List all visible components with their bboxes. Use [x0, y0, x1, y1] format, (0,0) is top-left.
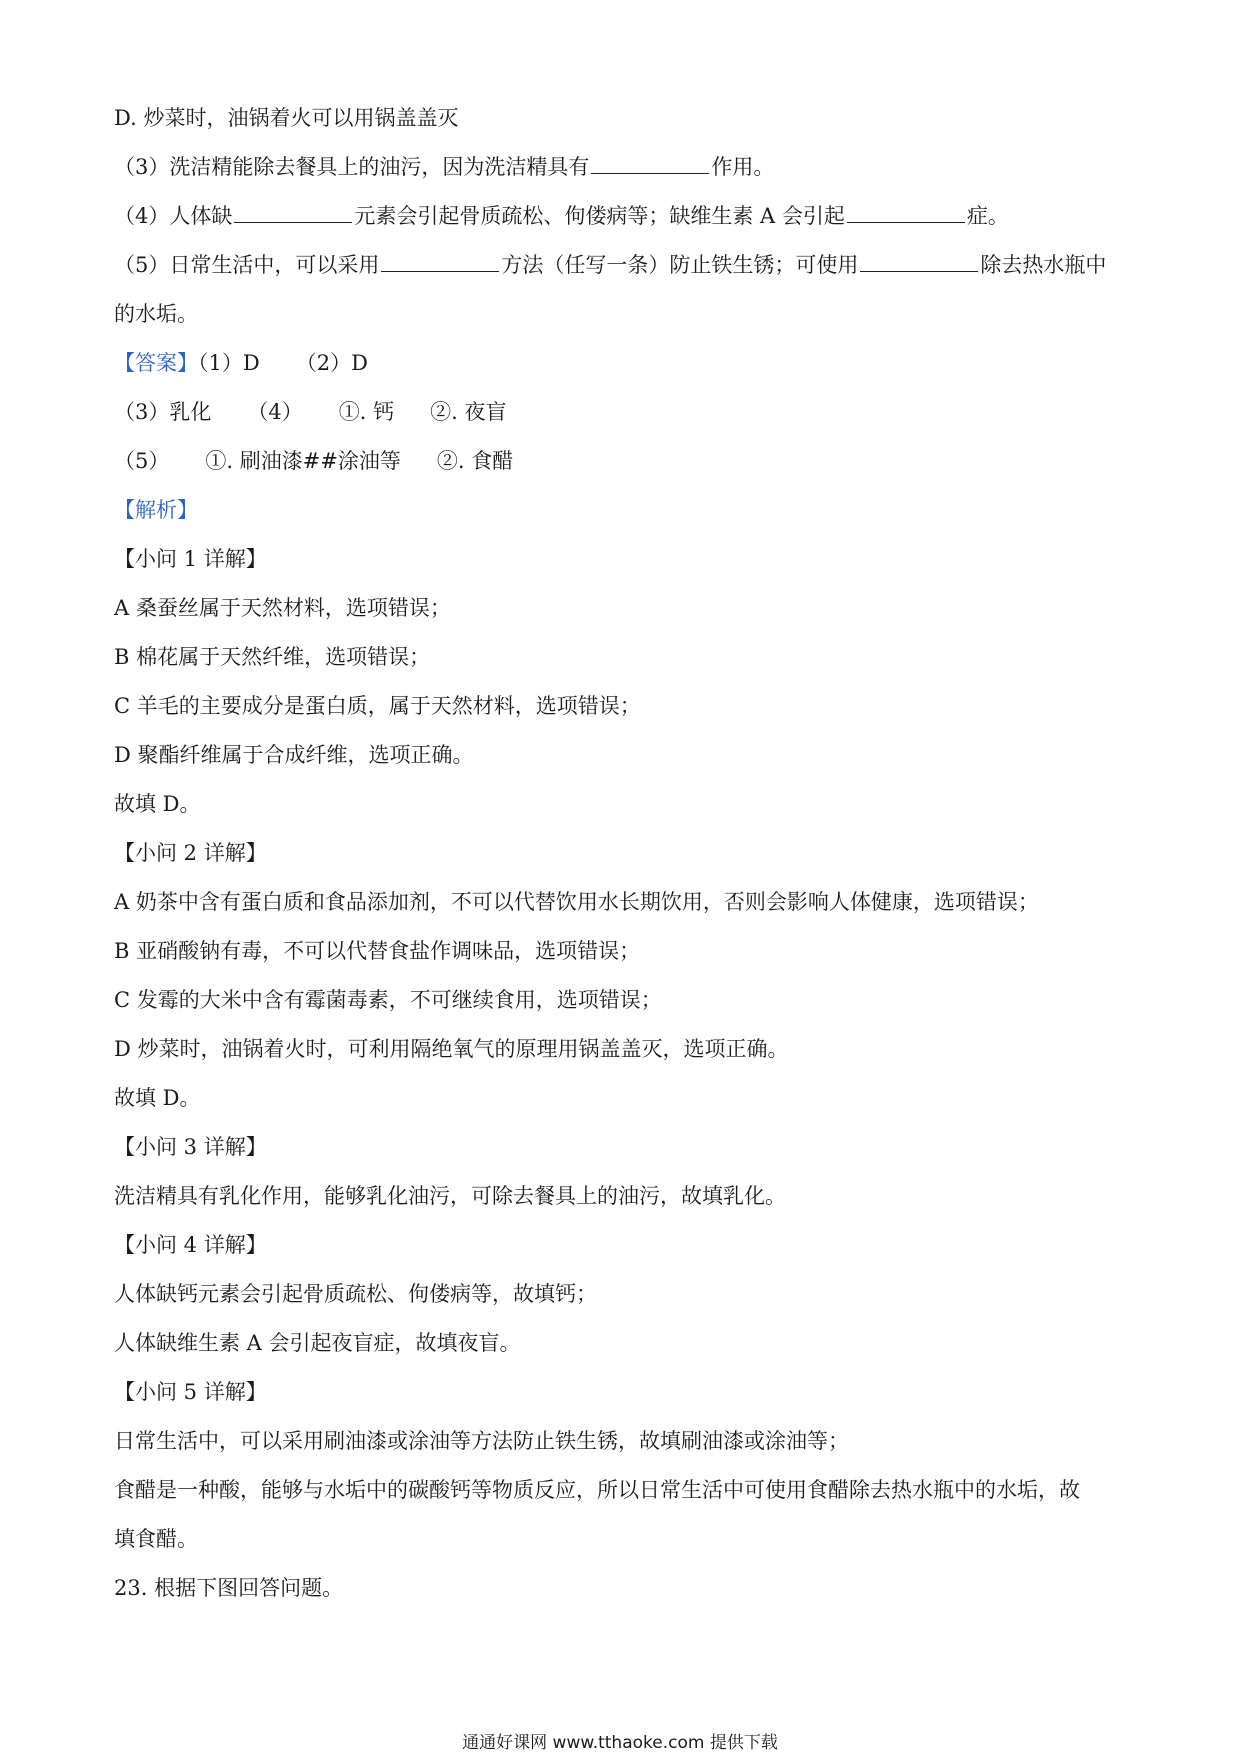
- question-5-cont: 的水垢。: [114, 302, 198, 326]
- q5-text-mid: 方法（任写一条）防止铁生锈；可使用: [501, 253, 859, 277]
- answer-tag: 【答案】: [114, 351, 198, 375]
- s5-text-b: 食醋是一种酸，能够与水垢中的碳酸钙等物质反应，所以日常生活中可使用食醋除去热水瓶中的水垢，故: [114, 1478, 1080, 1502]
- q3-text-end: 作用。: [711, 155, 775, 179]
- answer-line-2: [114, 398, 1140, 426]
- q3-text: （3）洗洁精能除去餐具上的油污，因为洗洁精具有: [114, 155, 590, 179]
- q5-text: （5）日常生活中，可以采用: [114, 253, 380, 277]
- answer-blank: [591, 153, 709, 174]
- answer-4-label: （4）: [247, 400, 303, 424]
- answer-blank: [860, 251, 978, 272]
- option-d-text: D. 炒菜时，油锅着火可以用锅盖盖灭: [114, 106, 459, 130]
- s2-option-d: D 炒菜时，油锅着火时，可利用隔绝氧气的原理用锅盖盖灭，选项正确。: [114, 1037, 789, 1061]
- subquestion-3-heading: 【小问 3 详解】: [114, 1135, 267, 1159]
- answer-line-3: [114, 447, 1140, 475]
- answer-3: （3）乳化: [114, 400, 212, 424]
- subquestion-2-heading: 【小问 2 详解】: [114, 841, 267, 865]
- answer-4-2: ②. 夜盲: [430, 400, 507, 424]
- answer-5-label: （5）: [114, 449, 170, 473]
- question-5: [114, 251, 1140, 279]
- s4-text-b: 人体缺维生素 A 会引起夜盲症，故填夜盲。: [114, 1331, 521, 1355]
- s4-text-a: 人体缺钙元素会引起骨质疏松、佝偻病等，故填钙；: [114, 1282, 597, 1306]
- q4-text-end: 症。: [966, 204, 1009, 228]
- answer-1: （1）D: [198, 351, 260, 375]
- footer-credit: 通通好课网 www.tthaoke.com 提供下载: [462, 1733, 778, 1753]
- subquestion-4-heading: 【小问 4 详解】: [114, 1233, 267, 1257]
- s2-option-b: B 亚硝酸钠有毒，不可以代替食盐作调味品，选项错误；: [114, 939, 641, 963]
- s1-option-c: C 羊毛的主要成分是蛋白质，属于天然材料，选项错误；: [114, 694, 641, 718]
- subquestion-1-heading: 【小问 1 详解】: [114, 547, 267, 571]
- s5-text-a: 日常生活中，可以采用刷油漆或涂油等方法防止铁生锈，故填刷油漆或涂油等；: [114, 1429, 849, 1453]
- s1-option-a: A 桑蚕丝属于天然材料，选项错误；: [114, 596, 451, 620]
- subquestion-5-heading: 【小问 5 详解】: [114, 1380, 267, 1404]
- question-3: [114, 153, 1140, 181]
- s1-option-d: D 聚酯纤维属于合成纤维，选项正确。: [114, 743, 474, 767]
- answer-5-1: ①. 刷油漆##涂油等: [205, 449, 401, 473]
- next-question: 23. 根据下图回答问题。: [114, 1576, 344, 1600]
- answer-blank: [847, 202, 965, 223]
- answer-4-1: ①. 钙: [338, 400, 395, 424]
- analysis-tag: 【解析】: [114, 498, 198, 522]
- answer-blank: [381, 251, 499, 272]
- s1-option-b: B 棉花属于天然纤维，选项错误；: [114, 645, 431, 669]
- s2-conclusion: 故填 D。: [114, 1086, 201, 1110]
- q5-text-end: 除去热水瓶中: [980, 253, 1107, 277]
- answer-blank: [234, 202, 352, 223]
- answer-5-2: ②. 食醋: [436, 449, 514, 473]
- q4-text: （4）人体缺: [114, 204, 233, 228]
- s2-option-a: A 奶茶中含有蛋白质和食品添加剂，不可以代替饮用水长期饮用，否则会影响人体健康，选项错误；: [114, 890, 1039, 914]
- s5-text-c: 填食醋。: [114, 1527, 198, 1551]
- answer-2: （2）D: [295, 351, 368, 375]
- answer-line-1: [114, 349, 1140, 377]
- s1-conclusion: 故填 D。: [114, 792, 201, 816]
- q4-text-mid: 元素会引起骨质疏松、佝偻病等；缺维生素 A 会引起: [354, 204, 845, 228]
- question-4: [114, 202, 1140, 230]
- s2-option-c: C 发霉的大米中含有霉菌毒素，不可继续食用，选项错误；: [114, 988, 662, 1012]
- s3-text: 洗洁精具有乳化作用，能够乳化油污，可除去餐具上的油污，故填乳化。: [114, 1184, 786, 1208]
